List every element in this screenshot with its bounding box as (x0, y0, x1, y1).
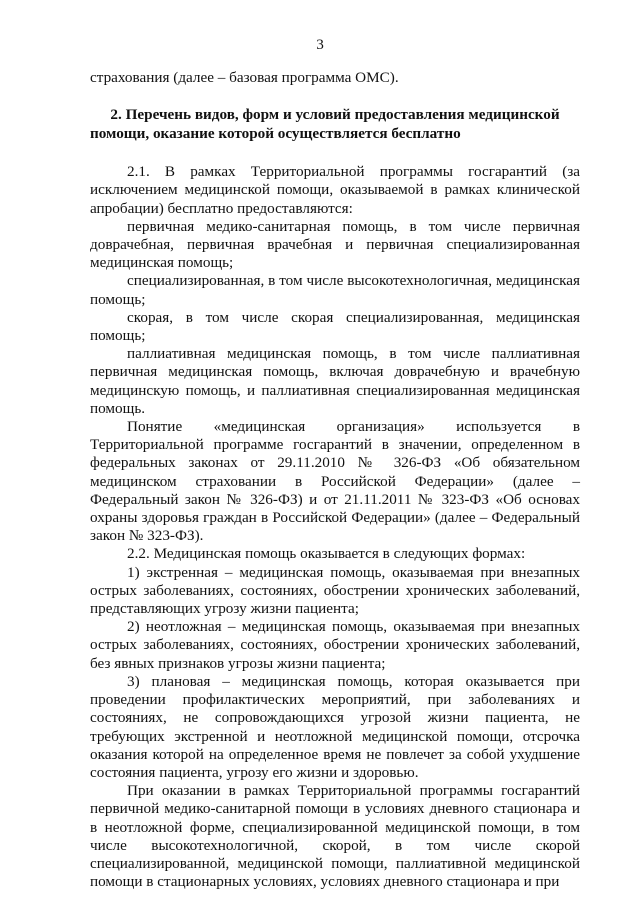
paragraph-palliative-care: паллиативная медицинская помощь, в том числе паллиативная первичная медицинская помощь, включая доврачебную и врачебную медицинскую помощь, и паллиативная специализированная медицинская помощь. (90, 345, 580, 417)
paragraph-form-planned: 3) плановая – медицинская помощь, которая оказывается при проведении профилактических мероприятий, при заболеваниях и состояниях, не сопровождающихся угрозой жизни пациента, не требующих экстренной и неотложной медицинской помощи, отсрочка оказания которой на определенное время не повлечет за собой ухудшение состояния пациента, угрозу его жизни и здоровью. (90, 672, 580, 781)
paragraph-specialized-care: специализированная, в том числе высокотехнологичная, медицинская помощь; (90, 272, 580, 308)
section-heading: 2. Перечень видов, форм и условий предоставления медицинской помощи, оказание которой осуществляется бесплатно (90, 106, 560, 143)
paragraph-primary-care: первичная медико-санитарная помощь, в том числе первичная доврачебная, первичная врачебная и первичная специализированная медицинская помощь; (90, 217, 580, 272)
page-number: 3 (316, 36, 324, 53)
paragraph-conditions: При оказании в рамках Территориальной программы госгарантий первичной медико-санитарной помощи в условиях дневного стационара и в неотложной форме, специализированной медицинской помощи, в том числе высокотехнологичной, скорой, в том числе скорой специализированной, медицинской помощи, паллиативной медицинской помощи в стационарных условиях, условиях дневного стационара и при (90, 782, 580, 891)
paragraph-medical-organization: Понятие «медицинская организация» используется в Территориальной программе госгарантий в значении, определенном в федеральных законах от 29.11.2010 № 326-ФЗ «Об обязательном медицинском страховании в Российской Федерации» (далее – Федеральный закон № 326-ФЗ) и от 21.11.2011 № 323-ФЗ «Об основах охраны здоровья граждан в Российской Федерации» (далее – Федеральный закон № 323-ФЗ). (90, 418, 580, 545)
paragraph-continuation: страхования (далее – базовая программа ОМС). (90, 69, 399, 86)
paragraph-2-1: 2.1. В рамках Территориальной программы госгарантий (за исключением медицинской помощи, оказываемой в рамках клинической апробации) бесплатно предоставляются: (90, 163, 580, 217)
document-body (90, 69, 580, 891)
paragraph-2-2: 2.2. Медицинская помощь оказывается в следующих формах: (127, 545, 526, 563)
paragraph-form-emergency: 1) экстренная – медицинская помощь, оказываемая при внезапных острых заболеваниях, состояниях, обострении хронических заболеваний, представляющих угрозу жизни пациента; (90, 563, 580, 618)
paragraph-emergency-care: скорая, в том числе скорая специализированная, медицинская помощь; (90, 308, 580, 345)
paragraph-form-urgent: 2) неотложная – медицинская помощь, оказываемая при внезапных острых заболеваниях, состояниях, обострении хронических заболеваний, без явных признаков угрозы жизни пациента; (90, 618, 580, 672)
